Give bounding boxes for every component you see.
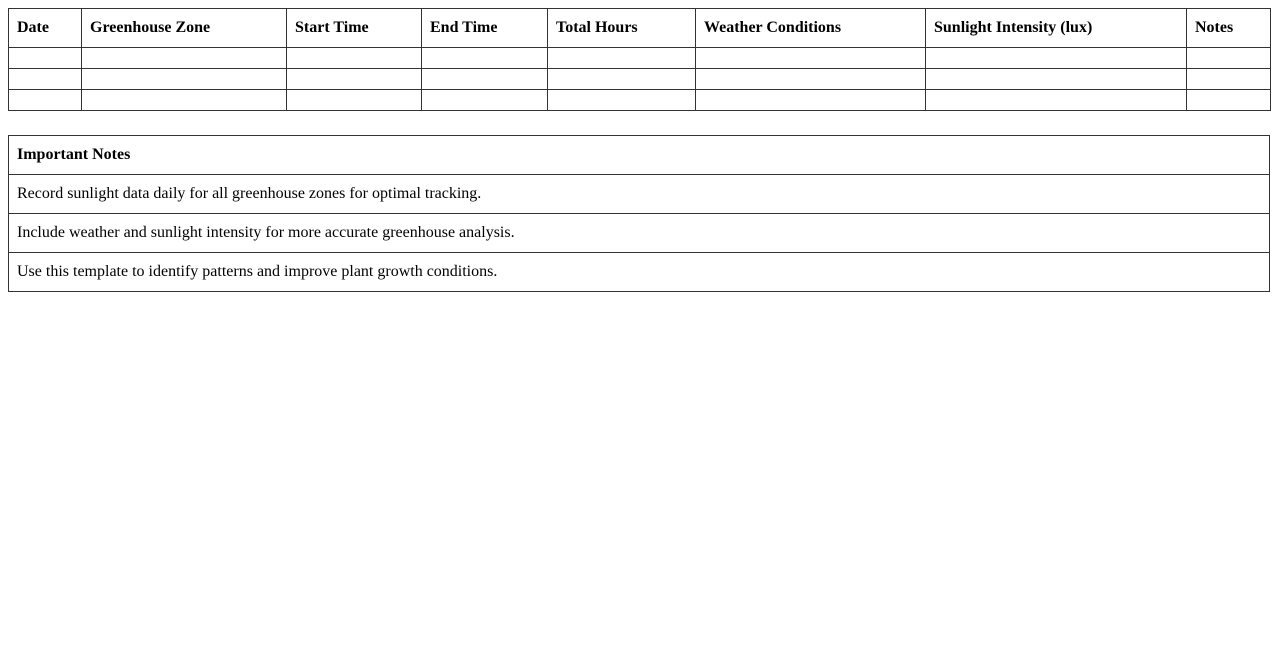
table-cell[interactable] xyxy=(1187,69,1271,90)
table-cell[interactable] xyxy=(548,48,696,69)
table-header-row xyxy=(9,9,1271,48)
note-text: Use this template to identify patterns and improve plant growth conditions. xyxy=(9,253,1270,292)
table-cell[interactable] xyxy=(1187,90,1271,111)
important-notes-table xyxy=(8,135,1270,292)
table-cell[interactable] xyxy=(9,48,82,69)
table-cell[interactable] xyxy=(422,69,548,90)
table-cell[interactable] xyxy=(548,69,696,90)
table-cell[interactable] xyxy=(287,48,422,69)
table-cell[interactable] xyxy=(422,90,548,111)
table-cell[interactable] xyxy=(287,90,422,111)
sunlight-log-table xyxy=(8,8,1271,111)
table-cell[interactable] xyxy=(1187,48,1271,69)
table-cell[interactable] xyxy=(926,48,1187,69)
table-cell[interactable] xyxy=(696,90,926,111)
notes-header-row xyxy=(9,136,1270,175)
table-cell[interactable] xyxy=(287,69,422,90)
table-cell[interactable] xyxy=(422,48,548,69)
table-cell[interactable] xyxy=(82,69,287,90)
table-cell[interactable] xyxy=(548,90,696,111)
table-cell[interactable] xyxy=(9,90,82,111)
column-header-start-time: Start Time xyxy=(287,9,422,48)
list-item xyxy=(9,214,1270,253)
table-cell[interactable] xyxy=(82,48,287,69)
column-header-greenhouse-zone: Greenhouse Zone xyxy=(82,9,287,48)
notes-title: Important Notes xyxy=(9,136,1270,175)
table-cell[interactable] xyxy=(9,69,82,90)
table-cell[interactable] xyxy=(926,69,1187,90)
table-cell[interactable] xyxy=(82,90,287,111)
note-text: Record sunlight data daily for all greenhouse zones for optimal tracking. xyxy=(9,175,1270,214)
table-cell[interactable] xyxy=(696,48,926,69)
column-header-notes: Notes xyxy=(1187,9,1271,48)
table-cell[interactable] xyxy=(696,69,926,90)
table-row xyxy=(9,90,1271,111)
table-cell[interactable] xyxy=(926,90,1187,111)
column-header-sunlight-intensity: Sunlight Intensity (lux) xyxy=(926,9,1187,48)
column-header-end-time: End Time xyxy=(422,9,548,48)
column-header-weather-conditions: Weather Conditions xyxy=(696,9,926,48)
table-row xyxy=(9,48,1271,69)
column-header-date: Date xyxy=(9,9,82,48)
table-row xyxy=(9,69,1271,90)
column-header-total-hours: Total Hours xyxy=(548,9,696,48)
list-item xyxy=(9,175,1270,214)
note-text: Include weather and sunlight intensity for more accurate greenhouse analysis. xyxy=(9,214,1270,253)
document-sheet xyxy=(8,8,1270,292)
list-item xyxy=(9,253,1270,292)
